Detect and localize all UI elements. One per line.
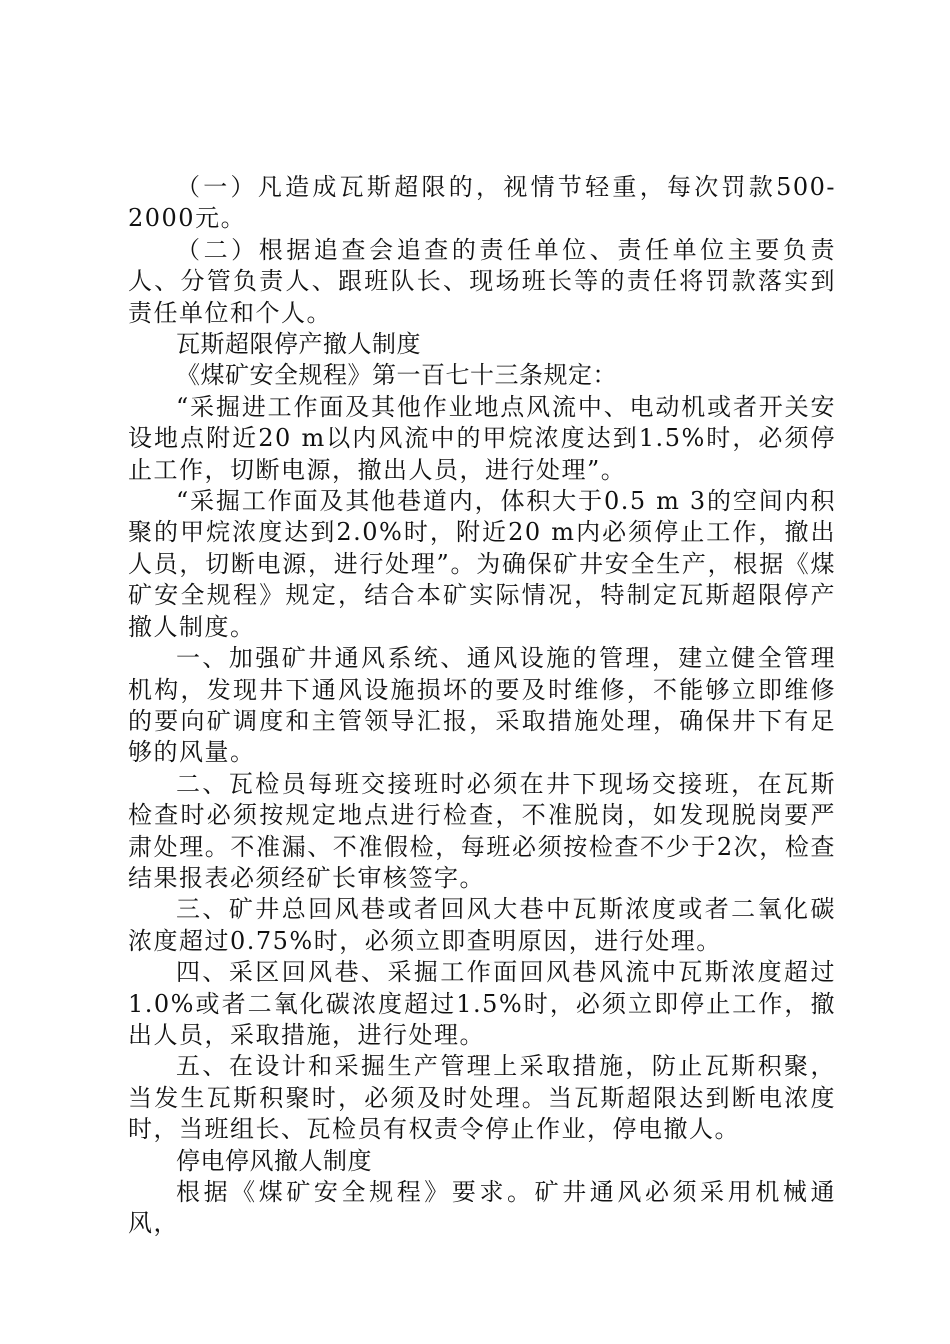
- regulation-quote-1: “采掘进工作面及其他作业地点风流中、电动机或者开关安设地点附近20 m以内风流中的甲烷浓度达到1.5%时，必须停止工作，切断电源，撤出人员，进行处理”。: [128, 392, 836, 484]
- rule-item-2: 二、瓦检员每班交接班时必须在井下现场交接班，在瓦斯检查时必须按规定地点进行检查，不准脱岗，如发现脱岗要严肃处理。不准漏、不准假检，每班必须按检查不少于2次，检查结果报表必须经矿长审核签字。: [128, 769, 836, 892]
- section-title-power-outage: 停电停风撤人制度: [176, 1146, 372, 1175]
- rule-item-5: 五、在设计和采掘生产管理上采取措施，防止瓦斯积聚，当发生瓦斯积聚时，必须及时处理。当瓦斯超限达到断电浓度时，当班组长、瓦检员有权责令停止作业，停电撤人。: [128, 1052, 836, 1144]
- power-outage-intro: 根据《煤矿安全规程》要求。矿井通风必须采用机械通风，: [128, 1178, 836, 1238]
- penalty-clause-2: （二）根据追查会追查的责任单位、责任单位主要负责人、分管负责人、跟班队长、现场班长等的责任将罚款落实到责任单位和个人。: [128, 235, 836, 327]
- regulation-reference: 《煤矿安全规程》第一百七十三条规定：: [176, 361, 617, 390]
- rule-item-1: 一、加强矿井通风系统、通风设施的管理，建立健全管理机构，发现井下通风设施损坏的要及时维修，不能够立即维修的要向矿调度和主管领导汇报，采取措施处理，确保井下有足够的风量。: [128, 644, 836, 767]
- rule-item-4: 四、采区回风巷、采掘工作面回风巷风流中瓦斯浓度超过1.0%或者二氧化碳浓度超过1.5%时，必须立即停止工作，撤出人员，采取措施，进行处理。: [128, 958, 836, 1049]
- regulation-quote-2: “采掘工作面及其他巷道内，体积大于0.5 m 3的空间内积聚的甲烷浓度达到2.0%时，附近20 m内必须停止工作，撤出人员，切断电源，进行处理”。为确保矿井安全生产，根据《煤矿安全规程》规定，结合本矿实际情况，特制定瓦斯超限停产撤人制度。: [128, 487, 836, 641]
- penalty-clause-1: （一）凡造成瓦斯超限的，视情节轻重，每次罚款500-2000元。: [128, 173, 836, 233]
- rule-item-3: 三、矿井总回风巷或者回风大巷中瓦斯浓度或者二氧化碳浓度超过0.75%时，必须立即查明原因，进行处理。: [128, 895, 836, 955]
- document-page: [128, 172, 836, 1240]
- section-title-gas-overlimit: 瓦斯超限停产撤人制度: [176, 330, 421, 359]
